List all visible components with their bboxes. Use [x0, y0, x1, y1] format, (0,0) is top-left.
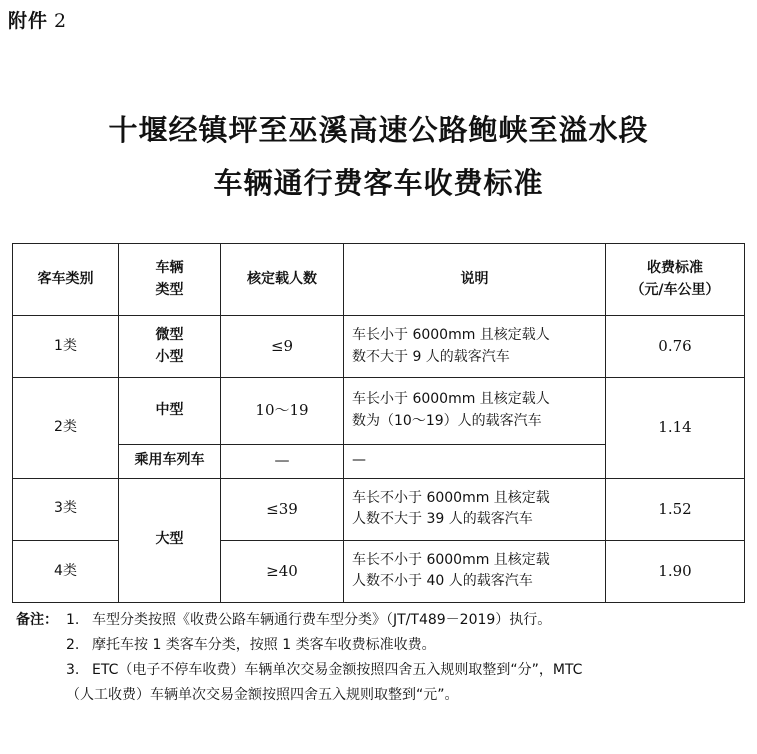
note-number: 3.	[66, 662, 80, 678]
notes-lead: 备注：	[16, 612, 58, 628]
cell-class: 2类	[13, 378, 119, 478]
cell-seats: ≤39	[221, 478, 344, 540]
note-text: 摩托车按 1 类客车分类，按照 1 类客车收费标准收费。	[92, 637, 436, 653]
document-title-line2: 车辆通行费客车收费标准	[213, 166, 544, 200]
cell-desc: 车长不小于 6000mm 且核定载 人数不小于 40 人的载客汽车	[344, 540, 606, 602]
note-item	[16, 608, 751, 633]
header-type: 车辆 类型	[119, 244, 221, 316]
cell-fee: 1.14	[606, 378, 745, 478]
header-fee: 收费标准 （元/车公里）	[606, 244, 745, 316]
cell-seats: ≥40	[221, 540, 344, 602]
document-title-line1: 十堰经镇坪至巫溪高速公路鲍峡至溢水段	[108, 113, 649, 147]
cell-seats: —	[221, 444, 344, 478]
table-row	[13, 478, 745, 540]
attachment-label	[8, 6, 67, 33]
cell-fee: 1.90	[606, 540, 745, 602]
cell-fee: 0.76	[606, 316, 745, 378]
cell-class: 3类	[13, 478, 119, 540]
cell-class: 4类	[13, 540, 119, 602]
note-text: （人工收费）车辆单次交易金额按照四舍五入规则取整到“元”。	[66, 687, 459, 703]
cell-desc: 车长小于 6000mm 且核定载人 数不大于 9 人的载客汽车	[344, 316, 606, 378]
header-seats: 核定载人数	[221, 244, 344, 316]
table-header-row	[13, 244, 745, 316]
header-class: 客车类别	[13, 244, 119, 316]
cell-seats: 10～19	[221, 378, 344, 444]
cell-type: 乘用车列车	[119, 444, 221, 478]
attachment-label-text: 附件	[8, 10, 49, 32]
cell-type: 大型	[119, 478, 221, 602]
header-desc: 说明	[344, 244, 606, 316]
cell-class: 1类	[13, 316, 119, 378]
note-number: 2.	[66, 637, 80, 653]
cell-seats: ≤9	[221, 316, 344, 378]
note-text: 车型分类按照《收费公路车辆通行费车型分类》（JT/T489－2019）执行。	[92, 612, 552, 628]
cell-type: 微型 小型	[119, 316, 221, 378]
cell-desc: 车长不小于 6000mm 且核定载 人数不大于 39 人的载客汽车	[344, 478, 606, 540]
table-row	[13, 316, 745, 378]
note-number: 1.	[66, 612, 80, 628]
cell-fee: 1.52	[606, 478, 745, 540]
attachment-number: 2	[54, 10, 68, 32]
cell-desc: —	[344, 444, 606, 478]
cell-type: 中型	[119, 378, 221, 444]
fee-table	[12, 243, 745, 603]
note-item	[16, 658, 751, 683]
notes	[16, 608, 751, 708]
note-text: ETC（电子不停车收费）车辆单次交易金额按照四舍五入规则取整到“分”，MTC	[92, 662, 583, 678]
note-item	[16, 633, 751, 658]
note-item-continuation	[16, 683, 751, 708]
cell-desc: 车长小于 6000mm 且核定载人 数为（10～19）人的载客汽车	[344, 378, 606, 444]
table-row	[13, 378, 745, 444]
